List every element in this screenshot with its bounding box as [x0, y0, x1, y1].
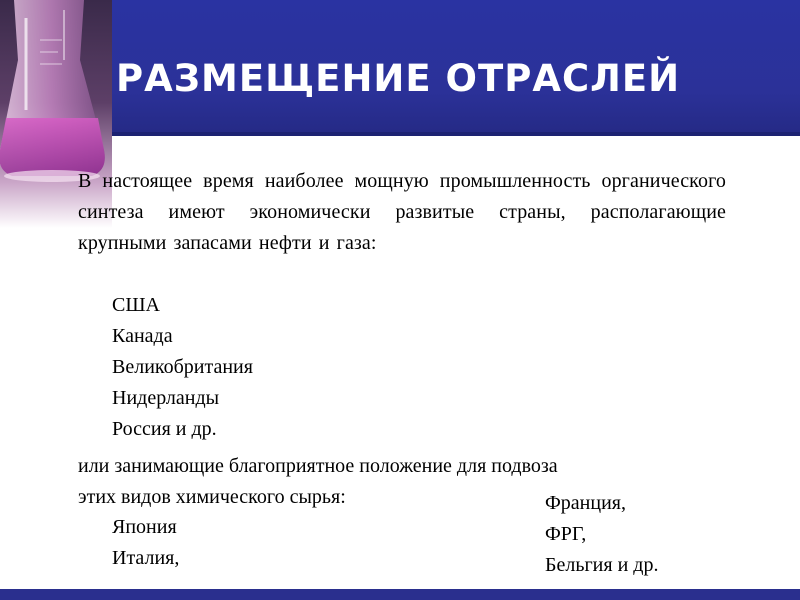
list-item-label: Нидерланды — [112, 387, 220, 409]
list-item — [80, 543, 179, 574]
list-item-label: Великобритания — [112, 356, 253, 378]
list-item — [511, 519, 658, 550]
list-item-label: Канада — [112, 325, 173, 347]
list-item-label: Франция, — [545, 492, 626, 514]
country-list-right — [511, 488, 658, 581]
intro-paragraph: В настоящее время наиболее мощную промышленность органического синтеза имеют экономически развитые страны, располагающие крупными запасами нефти и газа: — [78, 170, 726, 254]
slide-title: РАЗМЕЩЕНИЕ ОТРАСЛЕЙ — [116, 57, 681, 100]
list-item-label: ФРГ, — [545, 523, 587, 545]
footer-bar — [0, 589, 800, 600]
transition-line: этих видов химического сырья: — [78, 486, 346, 508]
list-item-label: США — [112, 294, 160, 316]
list-item — [80, 352, 253, 383]
transition-line: или занимающие благоприятное положение для подвоза — [78, 455, 558, 477]
list-item — [511, 488, 658, 519]
list-item — [80, 414, 253, 445]
list-item — [80, 290, 253, 321]
list-item — [80, 383, 253, 414]
list-item — [80, 512, 179, 543]
header-divider — [0, 132, 800, 136]
list-item-label: Бельгия и др. — [545, 554, 659, 576]
list-item-label: Япония — [112, 516, 177, 538]
country-list-left — [80, 512, 179, 574]
list-item-label: Италия, — [112, 547, 180, 569]
list-item — [511, 550, 658, 581]
list-item-label: Россия и др. — [112, 418, 217, 440]
list-item — [80, 321, 253, 352]
country-list-main — [80, 290, 253, 445]
